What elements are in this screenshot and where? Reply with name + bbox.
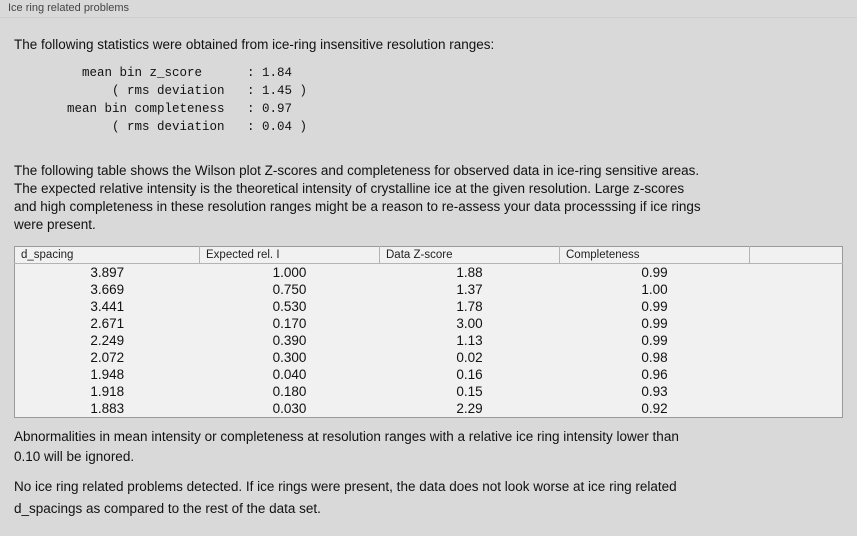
cell-spacer xyxy=(750,298,843,315)
footnote-line-2: 0.10 will be ignored. xyxy=(14,449,135,464)
statistics-block xyxy=(14,64,843,136)
cell-completeness: 0.99 xyxy=(560,332,750,349)
cell-completeness: 1.00 xyxy=(560,281,750,298)
cell-d-spacing: 1.948 xyxy=(15,366,200,383)
cell-completeness: 0.96 xyxy=(560,366,750,383)
cell-expected-rel-i: 0.180 xyxy=(200,383,380,400)
table-body xyxy=(15,264,843,418)
description-line-2: The expected relative intensity is the theoretical intensity of crystalline ice at the given resolution. Large z-scores xyxy=(14,181,685,196)
cell-d-spacing: 2.072 xyxy=(15,349,200,366)
table-row[interactable] xyxy=(15,298,843,315)
intro-text: The following statistics were obtained from ice-ring insensitive resolution ranges: xyxy=(14,37,495,52)
cell-d-spacing: 3.897 xyxy=(15,264,200,282)
cell-d-spacing: 2.249 xyxy=(15,332,200,349)
stat-line-z-score: mean bin z_score : 1.84 xyxy=(52,66,293,80)
cell-spacer xyxy=(750,281,843,298)
column-header-spacer[interactable] xyxy=(750,247,843,264)
table-description xyxy=(14,162,843,234)
cell-data-z-score: 0.02 xyxy=(380,349,560,366)
cell-data-z-score: 1.78 xyxy=(380,298,560,315)
footnote-line-1: Abnormalities in mean intensity or completeness at resolution ranges with a relative ice ring intensity lower than xyxy=(14,429,679,444)
conclusion-block xyxy=(14,478,843,518)
cell-data-z-score: 3.00 xyxy=(380,315,560,332)
window-title: Ice ring related problems xyxy=(8,2,130,14)
table-row[interactable] xyxy=(15,315,843,332)
cell-expected-rel-i: 0.030 xyxy=(200,400,380,418)
cell-expected-rel-i: 0.040 xyxy=(200,366,380,383)
conclusion-line-2: d_spacings as compared to the rest of the data set. xyxy=(14,501,321,516)
cell-completeness: 0.99 xyxy=(560,298,750,315)
table-row[interactable] xyxy=(15,383,843,400)
cell-completeness: 0.99 xyxy=(560,315,750,332)
cell-completeness: 0.92 xyxy=(560,400,750,418)
cell-d-spacing: 1.918 xyxy=(15,383,200,400)
table-row[interactable] xyxy=(15,349,843,366)
table-row[interactable] xyxy=(15,264,843,282)
cell-spacer xyxy=(750,400,843,418)
table-row[interactable] xyxy=(15,366,843,383)
stat-line-completeness: mean bin completeness : 0.97 xyxy=(52,102,293,116)
table-row[interactable] xyxy=(15,332,843,349)
cell-completeness: 0.99 xyxy=(560,264,750,282)
column-header-expected-rel-i[interactable]: Expected rel. I xyxy=(200,247,380,264)
cell-expected-rel-i: 0.170 xyxy=(200,315,380,332)
ice-ring-table xyxy=(14,246,843,418)
cell-spacer xyxy=(750,366,843,383)
cell-d-spacing: 2.671 xyxy=(15,315,200,332)
cell-data-z-score: 2.29 xyxy=(380,400,560,418)
cell-spacer xyxy=(750,264,843,282)
window-titlebar xyxy=(0,0,857,18)
cell-data-z-score: 0.15 xyxy=(380,383,560,400)
cell-completeness: 0.98 xyxy=(560,349,750,366)
cell-d-spacing: 1.883 xyxy=(15,400,200,418)
cell-spacer xyxy=(750,315,843,332)
table-row[interactable] xyxy=(15,281,843,298)
cell-completeness: 0.93 xyxy=(560,383,750,400)
cell-data-z-score: 0.16 xyxy=(380,366,560,383)
column-header-data-z-score[interactable]: Data Z-score xyxy=(380,247,560,264)
cell-data-z-score: 1.88 xyxy=(380,264,560,282)
description-line-1: The following table shows the Wilson plot Z-scores and completeness for observed data in ice-ring sensitive areas. xyxy=(14,163,700,178)
column-header-completeness[interactable]: Completeness xyxy=(560,247,750,264)
cell-spacer xyxy=(750,332,843,349)
conclusion-line-1: No ice ring related problems detected. If ice rings were present, the data does not look worse at ice ring related xyxy=(14,479,677,494)
table-header-row xyxy=(15,247,843,264)
cell-expected-rel-i: 0.300 xyxy=(200,349,380,366)
cell-spacer xyxy=(750,349,843,366)
cell-d-spacing: 3.669 xyxy=(15,281,200,298)
cell-expected-rel-i: 0.750 xyxy=(200,281,380,298)
cell-expected-rel-i: 0.530 xyxy=(200,298,380,315)
table-row[interactable] xyxy=(15,400,843,418)
report-content xyxy=(0,18,857,536)
stat-line-z-score-rms: ( rms deviation : 1.45 ) xyxy=(52,84,308,98)
cell-data-z-score: 1.13 xyxy=(380,332,560,349)
footnote-block xyxy=(14,428,843,466)
cell-data-z-score: 1.37 xyxy=(380,281,560,298)
cell-spacer xyxy=(750,383,843,400)
column-header-d-spacing[interactable]: d_spacing xyxy=(15,247,200,264)
cell-d-spacing: 3.441 xyxy=(15,298,200,315)
description-line-4: were present. xyxy=(14,217,96,232)
stat-line-completeness-rms: ( rms deviation : 0.04 ) xyxy=(52,120,308,134)
cell-expected-rel-i: 0.390 xyxy=(200,332,380,349)
cell-expected-rel-i: 1.000 xyxy=(200,264,380,282)
description-line-3: and high completeness in these resolution ranges might be a reason to re-assess your data processsing if ice rings xyxy=(14,199,701,214)
